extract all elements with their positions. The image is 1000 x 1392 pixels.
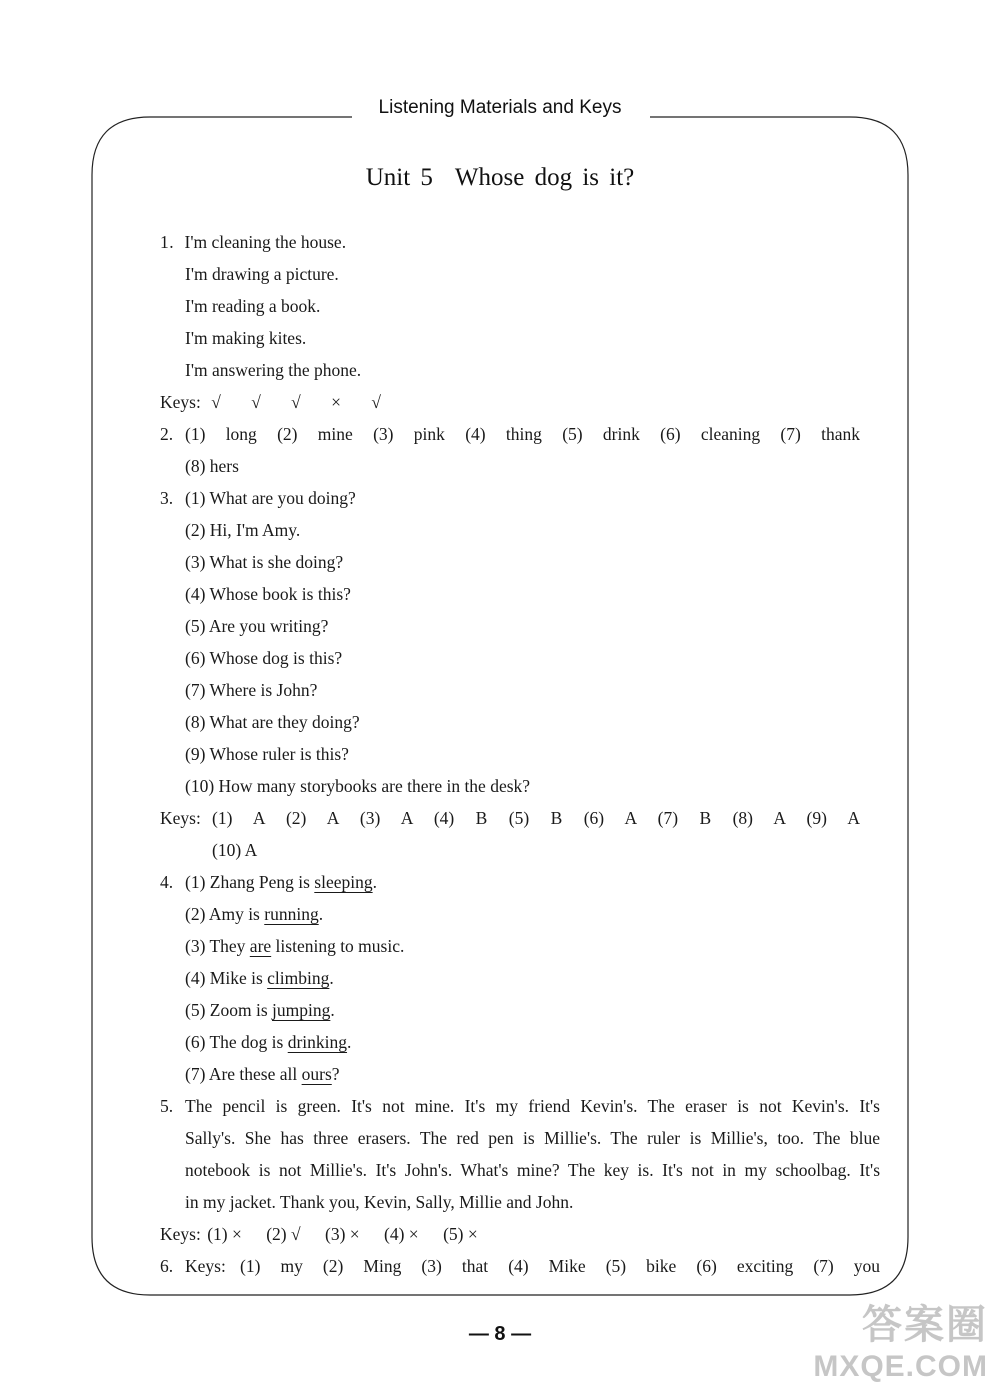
keys-label: Keys: bbox=[160, 392, 201, 412]
key-answer: (7) B bbox=[657, 808, 712, 828]
blank-answer: (8) hers bbox=[185, 456, 239, 476]
section-5-keys bbox=[160, 1223, 478, 1245]
sentence: (2) Amy is running. bbox=[185, 904, 324, 924]
underlined-answer: running bbox=[264, 904, 319, 924]
question: (5) Are you writing? bbox=[185, 616, 329, 636]
sentence: I'm making kites. bbox=[185, 328, 307, 348]
key-answer: (5) bike bbox=[605, 1256, 677, 1276]
question: (1) What are you doing? bbox=[185, 488, 356, 508]
underlined-answer: drinking bbox=[287, 1032, 348, 1052]
keys-label: Keys: bbox=[160, 808, 201, 828]
key-answer: (3) A bbox=[359, 808, 413, 828]
underlined-answer: sleeping bbox=[314, 872, 373, 892]
section-number: 1. bbox=[160, 232, 175, 252]
page-title bbox=[0, 164, 1000, 192]
sentence: (5) Zoom is jumping. bbox=[185, 1000, 335, 1020]
key-check: √ bbox=[211, 392, 221, 412]
key-answer: (2) √ bbox=[266, 1224, 301, 1244]
question: (9) Whose ruler is this? bbox=[185, 744, 349, 764]
section-2-number: 2. bbox=[160, 424, 174, 444]
section-6-number: 6. bbox=[160, 1256, 174, 1276]
key-answer: (1) × bbox=[207, 1224, 242, 1244]
underlined-answer: ours bbox=[301, 1064, 332, 1084]
key-answer: (10) A bbox=[212, 840, 258, 860]
blank-answer: (7) thank bbox=[780, 424, 860, 444]
question: (10) How many storybooks are there in the desk? bbox=[185, 776, 531, 796]
passage-line: The pencil is green. It's not mine. It's my friend Kevin's. The eraser is not Kevin's. It's bbox=[185, 1096, 880, 1116]
blank-answer: (6) cleaning bbox=[660, 424, 761, 444]
key-answer: (5) × bbox=[443, 1224, 478, 1244]
key-answer: (5) B bbox=[508, 808, 563, 828]
key-answer: (7) you bbox=[813, 1256, 881, 1276]
section-1-keys bbox=[160, 391, 381, 413]
sentence: (3) They are listening to music. bbox=[185, 936, 405, 956]
question: (6) Whose dog is this? bbox=[185, 648, 343, 668]
section-1-line-1 bbox=[160, 231, 346, 253]
sentence: I'm answering the phone. bbox=[185, 360, 362, 380]
section-5-number: 5. bbox=[160, 1096, 174, 1116]
key-answer: (1) A bbox=[212, 808, 265, 828]
question: (7) Where is John? bbox=[185, 680, 318, 700]
blank-answer: (4) thing bbox=[465, 424, 542, 444]
key-answer: (4) Mike bbox=[508, 1256, 586, 1276]
keys-label: Keys: bbox=[185, 1256, 226, 1276]
page-number: — 8 — bbox=[468, 1323, 532, 1345]
blank-answer: (1) long bbox=[185, 424, 257, 444]
passage-line: Sally's. She has three erasers. The red pen is Millie's. The ruler is Millie's, too. The blue bbox=[185, 1128, 880, 1148]
key-check: √ bbox=[251, 392, 261, 412]
section-2-items bbox=[185, 423, 860, 445]
key-answer: (2) Ming bbox=[322, 1256, 402, 1276]
key-answer: (4) × bbox=[384, 1224, 419, 1244]
key-check: √ bbox=[291, 392, 301, 412]
key-check: √ bbox=[371, 392, 382, 412]
key-answer: (8) A bbox=[732, 808, 786, 828]
underlined-answer: jumping bbox=[272, 1000, 331, 1020]
sentence: (4) Mike is climbing. bbox=[185, 968, 334, 988]
underlined-answer: climbing bbox=[267, 968, 330, 988]
question: (8) What are they doing? bbox=[185, 712, 360, 732]
key-cross: × bbox=[331, 392, 342, 412]
key-answer: (6) A bbox=[583, 808, 637, 828]
section-6-keys bbox=[240, 1255, 880, 1277]
section-3-keys bbox=[212, 807, 860, 829]
sentence: I'm drawing a picture. bbox=[185, 264, 339, 284]
blank-answer: (2) mine bbox=[277, 424, 353, 444]
sentence: I'm cleaning the house. bbox=[184, 232, 347, 252]
blank-answer: (3) pink bbox=[373, 424, 445, 444]
section-4-number: 4. bbox=[160, 872, 174, 892]
question: (2) Hi, I'm Amy. bbox=[185, 520, 301, 540]
keys-label: Keys: bbox=[160, 1224, 201, 1244]
section-3-number: 3. bbox=[160, 488, 174, 508]
key-answer: (3) × bbox=[325, 1224, 360, 1244]
frame-border bbox=[92, 117, 908, 1295]
sentence: (7) Are these all ours? bbox=[185, 1064, 340, 1084]
passage-line: notebook is not Millie's. It's John's. What's mine? The key is. It's not in my schoolbag. It's bbox=[185, 1160, 880, 1180]
sentence: I'm reading a book. bbox=[185, 296, 321, 316]
key-answer: (6) exciting bbox=[696, 1256, 794, 1276]
question: (4) Whose book is this? bbox=[185, 584, 351, 604]
watermark-cn: 答案圈 bbox=[862, 1303, 988, 1347]
running-header: Listening Materials and Keys bbox=[378, 97, 622, 118]
key-answer: (9) A bbox=[806, 808, 861, 828]
unit-name: Whose dog is it? bbox=[454, 164, 635, 191]
key-answer: (3) that bbox=[421, 1256, 489, 1276]
key-answer: (2) A bbox=[285, 808, 339, 828]
unit-label: Unit 5 bbox=[365, 164, 433, 191]
watermark-en: MXQE.COM bbox=[813, 1350, 988, 1383]
underlined-answer: are bbox=[249, 936, 272, 956]
question: (3) What is she doing? bbox=[185, 552, 344, 572]
passage-line: in my jacket. Thank you, Kevin, Sally, Millie and John. bbox=[185, 1192, 574, 1212]
sentence: (6) The dog is drinking. bbox=[185, 1032, 352, 1052]
key-answer: (4) B bbox=[433, 808, 488, 828]
blank-answer: (5) drink bbox=[562, 424, 640, 444]
watermark bbox=[813, 1293, 988, 1384]
key-answer: (1) my bbox=[240, 1256, 303, 1276]
sentence: (1) Zhang Peng is sleeping. bbox=[185, 872, 377, 892]
